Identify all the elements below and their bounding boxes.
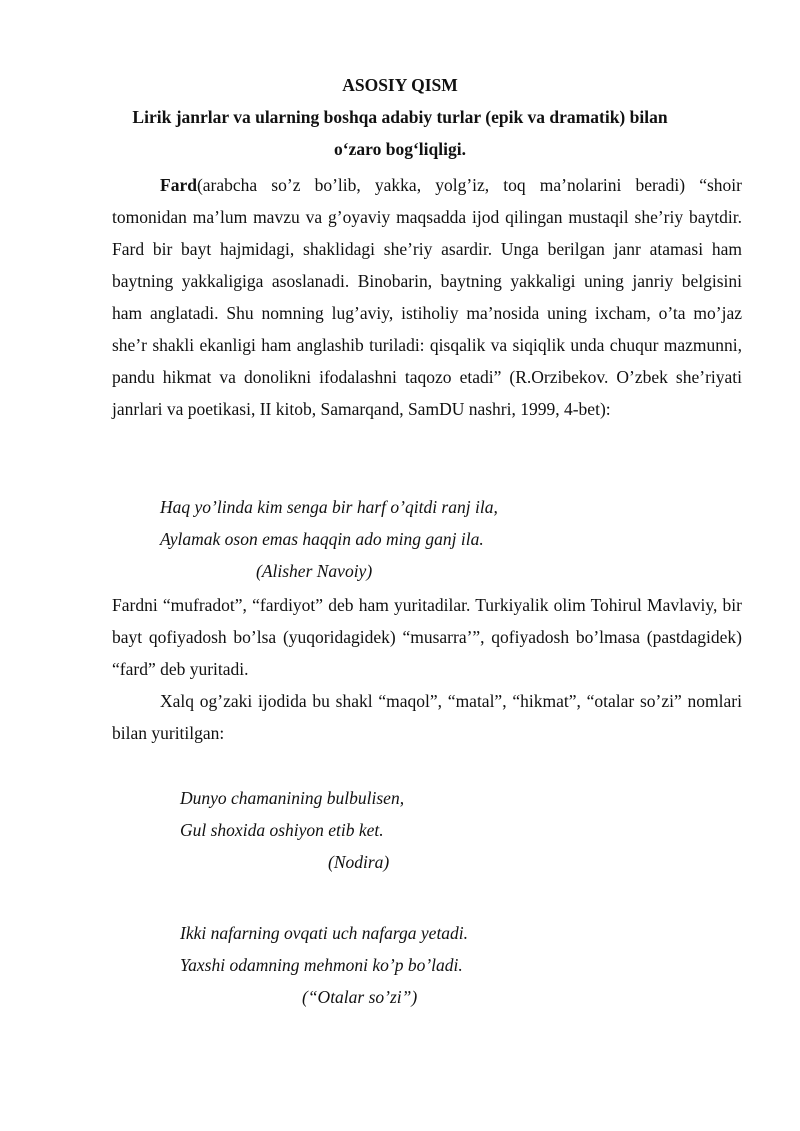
- verse3-author: (“Otalar so’zi”): [302, 987, 418, 1007]
- paragraph-fard-definition: [112, 169, 742, 425]
- paragraph-folk-forms: Xalq og’zaki ijodida bu shakl “maqol”, “matal”, “hikmat”, “otalar so’zi” nomlari bilan yuritilgan:: [112, 691, 742, 743]
- paragraph-fard-text: (arabcha so’z bo’lib, yakka, yolg’iz, toq ma’nolarini beradi) “shoir tomonidan ma’lum mavzu va g’oyaviy maqsadda ijod qilingan mustaqil she’riy baytdir. Fard bir bayt hajmidagi, shaklidagi she’riy asardir. Unga berilgan janr atamasi ham baytning yakkaligiga asoslanadi. Binobarin, baytning yakkaligi uning janriy belgisini ham anglatadi. Shu nomning lug’aviy, istiholiy ma’nosida uning ixcham, o’ta mo’jaz she’r shakli ekanligi ham anglashib turiladi: qisqalik va siqiqlik unda chuqur mazmunni, pandu hikmat va donolikni ifodalashni taqozo etadi” (R.Orzibekov. O’zbek she’riyati janrlari va poetikasi, II kitob, Samarqand, SamDU nashri, 1999, 4-bet):: [112, 175, 742, 419]
- section-heading: ASOSIY QISM: [342, 75, 458, 95]
- verse1-line1: Haq yo’linda kim senga bir harf o’qitdi ranj ila,: [160, 497, 498, 517]
- verse2-line2: Gul shoxida oshiyon etib ket.: [180, 820, 384, 840]
- verse3-line2: Yaxshi odamning mehmoni ko’p bo’ladi.: [180, 955, 463, 975]
- verse2-author: (Nodira): [328, 852, 390, 872]
- paragraph-fard-names: Fardni “mufradot”, “fardiyot” deb ham yuritadilar. Turkiyalik olim Tohirul Mavlaviy, bir bayt qofiyadosh bo’lsa (yuqoridagidek) “musarra’”, qofiyadosh bo’lmasa (pastdagidek) “fard” deb yuritadi.: [112, 595, 742, 679]
- verse2-line1: Dunyo chamanining bulbulisen,: [180, 788, 405, 808]
- topic-title-line1: Lirik janrlar va ularning boshqa adabiy turlar (epik va dramatik) bilan: [132, 107, 668, 127]
- term-fard: Fard: [160, 175, 197, 195]
- verse3-line1: Ikki nafarning ovqati uch nafarga yetadi.: [180, 923, 469, 943]
- topic-title-line2: o‘zaro bog‘liqligi.: [334, 139, 466, 159]
- verse1-author: (Alisher Navoiy): [256, 561, 373, 581]
- verse1-line2: Aylamak oson emas haqqin ado ming ganj ila.: [160, 529, 484, 549]
